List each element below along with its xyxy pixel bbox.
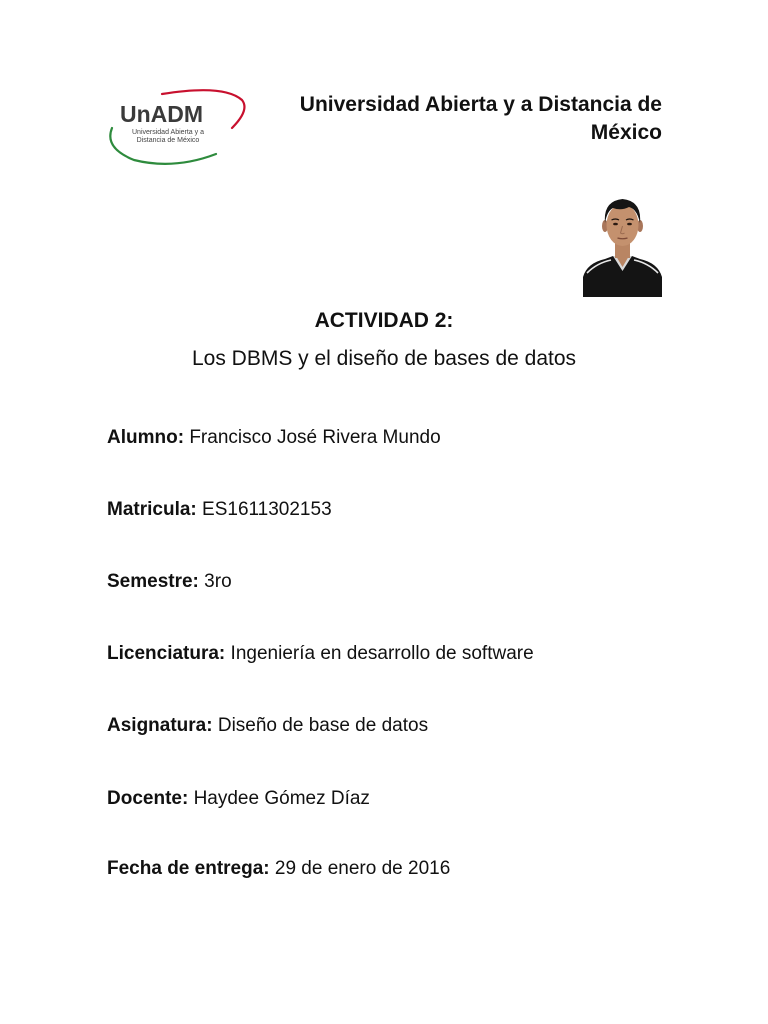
logo-subtext-line2: Distancia de México [136, 137, 200, 144]
field-value: Haydee Gómez Díaz [193, 788, 370, 809]
field-value: 29 de enero de 2016 [274, 858, 451, 879]
field-label: Licenciatura: [107, 643, 226, 664]
institution-title-line1: Universidad Abierta y a Distancia de [299, 93, 662, 116]
field-label: Docente: [107, 788, 189, 809]
institution-title [262, 91, 662, 147]
field-value: ES1611302153 [202, 499, 332, 520]
logo-wordmark: UnADM [120, 101, 204, 127]
field-matricula [107, 497, 332, 523]
field-value: Diseño de base de datos [217, 715, 429, 736]
logo-subtext-line1: Universidad Abierta y a [132, 129, 204, 136]
field-label: Fecha de entrega: [107, 858, 270, 879]
field-value: Francisco José Rivera Mundo [189, 427, 441, 448]
field-label: Semestre: [107, 571, 199, 592]
field-alumno [107, 425, 441, 451]
field-label: Matricula: [107, 499, 197, 520]
institution-title-line2: México [590, 121, 662, 144]
activity-subtitle: Los DBMS y el diseño de bases de datos [191, 347, 577, 370]
field-semestre [107, 569, 232, 595]
field-docente [107, 786, 370, 812]
field-label: Asignatura: [107, 715, 213, 736]
field-fecha-entrega [107, 856, 450, 882]
field-asignatura [107, 713, 428, 739]
field-value: 3ro [204, 571, 232, 592]
field-value: Ingeniería en desarrollo de software [230, 643, 534, 664]
unadm-logo [104, 88, 252, 170]
student-photo [583, 189, 662, 297]
field-label: Alumno: [107, 427, 185, 448]
field-licenciatura [107, 641, 534, 667]
activity-title: ACTIVIDAD 2: [314, 309, 454, 332]
